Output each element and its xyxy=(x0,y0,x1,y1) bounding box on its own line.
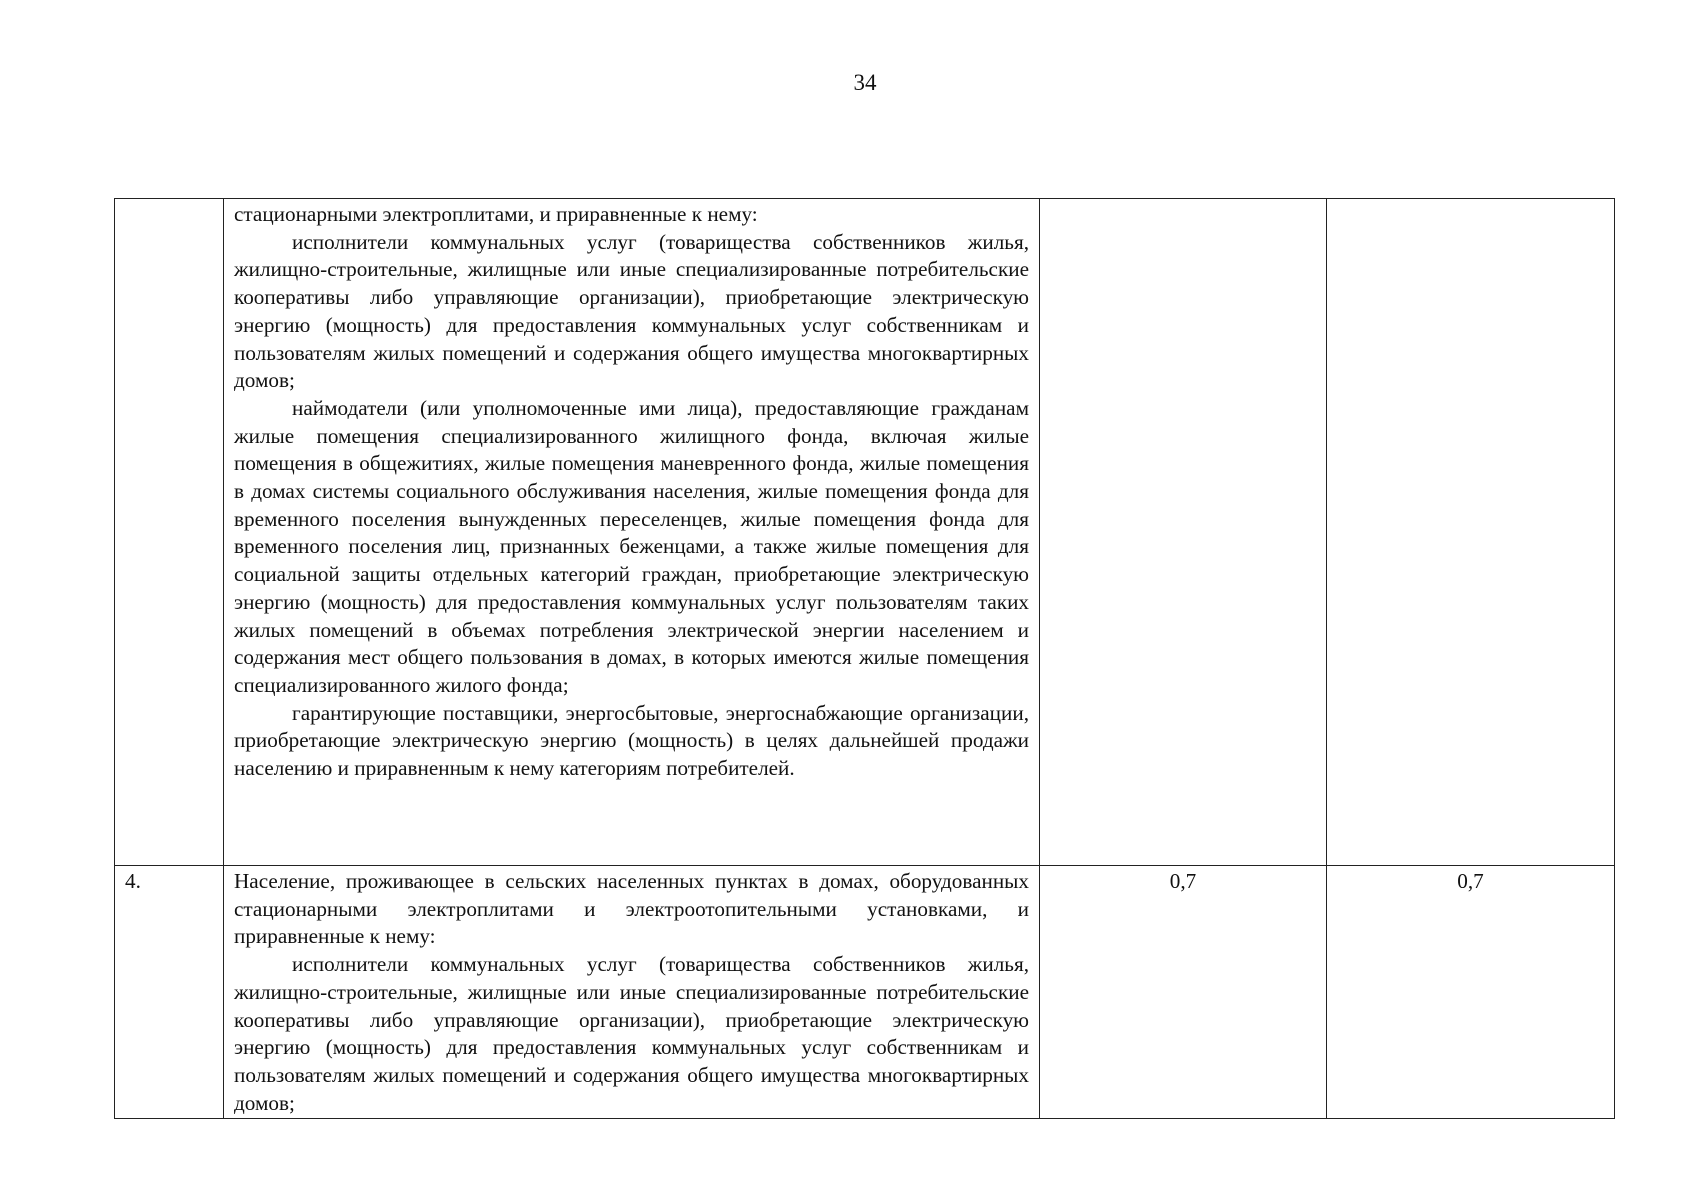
row-description-cell xyxy=(224,199,1040,866)
description-paragraph: исполнители коммунальных услуг (товарищества собственников жилья, жилищно-строительные, жилищные или иные специализированные потребительские кооперативы либо управляющие организации), приобретающие электрическую энергию (мощность) для предоставления коммунальных услуг собственникам и пользователям жилых помещений и содержания общего имущества многоквартирных домов; xyxy=(234,229,1029,393)
tariff-table xyxy=(114,198,1615,1119)
row-value1-cell xyxy=(1040,199,1327,866)
description-paragraph: наймодатели (или уполномоченные ими лица), предоставляющие гражданам жилые помещения специализированного жилищного фонда, включая жилые помещения в общежитиях, жилые помещения маневренного фонда, жилые помещения в домах системы социального обслуживания населения, жилые помещения фонда для временного поселения вынужденных переселенцев, жилые помещения фонда для временного поселения лиц, признанных беженцами, а также жилые помещения для социальной защиты отдельных категорий граждан, приобретающие электрическую энергию (мощность) для предоставления коммунальных услуг пользователям таких жилых помещений в объемах потребления электрической энергии населением и содержания мест общего пользования в домах, в которых имеются жилые помещения специализированного жилого фонда; xyxy=(234,395,1029,697)
table-row xyxy=(115,866,1615,1119)
table-row xyxy=(115,199,1615,866)
row-number-cell xyxy=(115,199,224,866)
description-paragraph: исполнители коммунальных услуг (товарищества собственников жилья, жилищно-строительные, жилищные или иные специализированные потребительские кооперативы либо управляющие организации), приобретающие электрическую энергию (мощность) для предоставления коммунальных услуг собственникам и пользователям жилых помещений и содержания общего имущества многоквартирных домов; xyxy=(234,952,1029,1115)
row-value2-cell xyxy=(1327,199,1615,866)
page-number: 34 xyxy=(853,70,877,95)
description-paragraph: Население, проживающее в сельских населенных пунктах в домах, оборудованных стационарными электроплитами и электроотопительными установками, и приравненные к нему: xyxy=(234,869,1029,949)
row-value2-cell: 0,7 xyxy=(1327,866,1615,1119)
description-paragraph: стационарными электроплитами, и приравненные к нему: xyxy=(234,202,758,226)
row-description-cell xyxy=(224,866,1040,1119)
description-paragraph: гарантирующие поставщики, энергосбытовые, энергоснабжающие организации, приобретающие электрическую энергию (мощность) в целях дальнейшей продажи населению и приравненным к нему категориям потребителей. xyxy=(234,700,1029,781)
row-value1-cell: 0,7 xyxy=(1040,866,1327,1119)
row-number-cell: 4. xyxy=(115,866,224,1119)
